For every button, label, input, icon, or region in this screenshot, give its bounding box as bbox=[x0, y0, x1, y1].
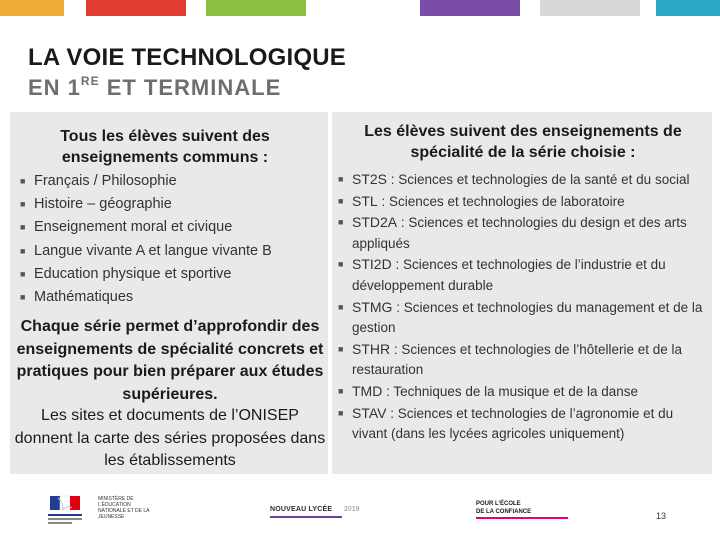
series-code: STL bbox=[352, 192, 378, 209]
republique-francaise-logo bbox=[40, 494, 90, 528]
square-bullet-icon: ■ bbox=[338, 195, 344, 206]
nouveau-lycee-underline bbox=[270, 516, 342, 518]
list-item-label: Français / Philosophie bbox=[34, 173, 177, 189]
list-item bbox=[20, 240, 320, 263]
list-item bbox=[20, 193, 320, 216]
square-bullet-icon: ■ bbox=[20, 199, 26, 210]
series-description: : Sciences et technologies de l’hôtellerie et de la restauration bbox=[352, 341, 683, 378]
series-item bbox=[338, 381, 710, 403]
topbar-segment bbox=[206, 0, 306, 16]
series-code: STI2D bbox=[352, 256, 392, 273]
list-item bbox=[20, 286, 320, 309]
list-item-label: Histoire – géographie bbox=[34, 196, 172, 213]
series-description: : Sciences et technologies de la santé et du social bbox=[387, 172, 690, 187]
common-courses-list bbox=[20, 170, 320, 309]
ecole-confiance-logo bbox=[476, 500, 568, 519]
series-description: : Techniques de la musique et de la danse bbox=[382, 383, 639, 399]
square-bullet-icon: ■ bbox=[20, 268, 26, 279]
series-item bbox=[338, 254, 710, 296]
list-item-label: Langue vivante A et langue vivante B bbox=[34, 242, 272, 259]
series-code: TMD bbox=[352, 382, 383, 399]
nouveau-lycee-year: 2019 bbox=[344, 506, 360, 513]
nouveau-lycee-logo: NOUVEAU LYCÉE bbox=[270, 506, 333, 513]
square-bullet-icon: ■ bbox=[338, 385, 344, 396]
page-number: 13 bbox=[656, 511, 667, 521]
page-subtitle bbox=[28, 74, 281, 101]
specialty-courses-heading: Les élèves suivent des enseignements de spécialité de la série choisie : bbox=[364, 123, 682, 161]
ecole-confiance-line1: POUR L’ÉCOLE bbox=[476, 501, 521, 507]
series-item bbox=[338, 403, 710, 445]
topbar-segment bbox=[540, 0, 640, 16]
series-code: STMG bbox=[352, 298, 393, 315]
square-bullet-icon: ■ bbox=[338, 407, 344, 418]
series-description: : Sciences et technologies du management et de la gestion bbox=[352, 299, 703, 336]
series-description: : Sciences et technologies de l’industrie et du développement durable bbox=[352, 257, 666, 293]
series-description: : Sciences et technologies de l’agronomie et du vivant (dans les lycées agricoles uniquement) bbox=[352, 405, 674, 442]
top-color-bar bbox=[0, 0, 720, 16]
square-bullet-icon: ■ bbox=[338, 301, 344, 312]
list-item bbox=[20, 263, 320, 286]
square-bullet-icon: ■ bbox=[20, 222, 26, 233]
list-item bbox=[20, 170, 320, 193]
series-code: STD2A bbox=[352, 214, 398, 231]
list-item-label: Education physique et sportive bbox=[34, 265, 232, 282]
topbar-segment bbox=[656, 0, 720, 16]
topbar-segment bbox=[86, 0, 186, 16]
subtitle-superscript: RE bbox=[80, 74, 100, 88]
square-bullet-icon: ■ bbox=[338, 259, 344, 270]
list-item bbox=[20, 216, 320, 239]
series-item bbox=[338, 212, 710, 254]
square-bullet-icon: ■ bbox=[338, 217, 344, 228]
square-bullet-icon: ■ bbox=[20, 176, 26, 186]
subtitle-suffix: ET TERMINALE bbox=[99, 75, 282, 100]
series-list bbox=[338, 169, 710, 445]
series-item bbox=[338, 191, 710, 213]
series-code: STHR bbox=[352, 340, 391, 357]
series-item bbox=[338, 339, 710, 381]
subtitle-prefix: EN 1 bbox=[28, 75, 81, 100]
series-code: STAV bbox=[352, 404, 387, 421]
specialty-explanation: Chaque série permet d’approfondir des enseignements de spécialité concrets et pratiques pour bien préparer aux études supérieures. bbox=[16, 318, 324, 403]
topbar-segment bbox=[420, 0, 520, 16]
topbar-segment bbox=[0, 0, 64, 16]
square-bullet-icon: ■ bbox=[20, 245, 26, 256]
list-item-label: Enseignement moral et civique bbox=[34, 219, 233, 236]
onisep-note: Les sites et documents de l’ONISEP donnent la carte des séries proposées dans les établissements bbox=[14, 407, 326, 469]
ministry-label: MINISTÈRE DE L’ÉDUCATION NATIONALE ET DE LA JEUNESSE bbox=[98, 496, 150, 520]
square-bullet-icon: ■ bbox=[338, 174, 344, 184]
common-courses-heading: Tous les élèves suivent des enseignements communs : bbox=[60, 128, 270, 166]
list-item-label: Mathématiques bbox=[34, 289, 134, 306]
series-item bbox=[338, 169, 710, 191]
series-code: ST2S bbox=[352, 171, 388, 187]
square-bullet-icon: ■ bbox=[338, 343, 344, 354]
page-title: LA VOIE TECHNOLOGIQUE bbox=[28, 44, 346, 71]
series-description: : Sciences et technologies de laboratoire bbox=[377, 193, 625, 209]
ecole-confiance-underline bbox=[476, 517, 568, 519]
ecole-confiance-line2: DE LA CONFIANCE bbox=[476, 509, 532, 515]
square-bullet-icon: ■ bbox=[20, 292, 26, 303]
series-item bbox=[338, 297, 710, 339]
series-description: : Sciences et technologies du design et des arts appliqués bbox=[352, 215, 687, 251]
